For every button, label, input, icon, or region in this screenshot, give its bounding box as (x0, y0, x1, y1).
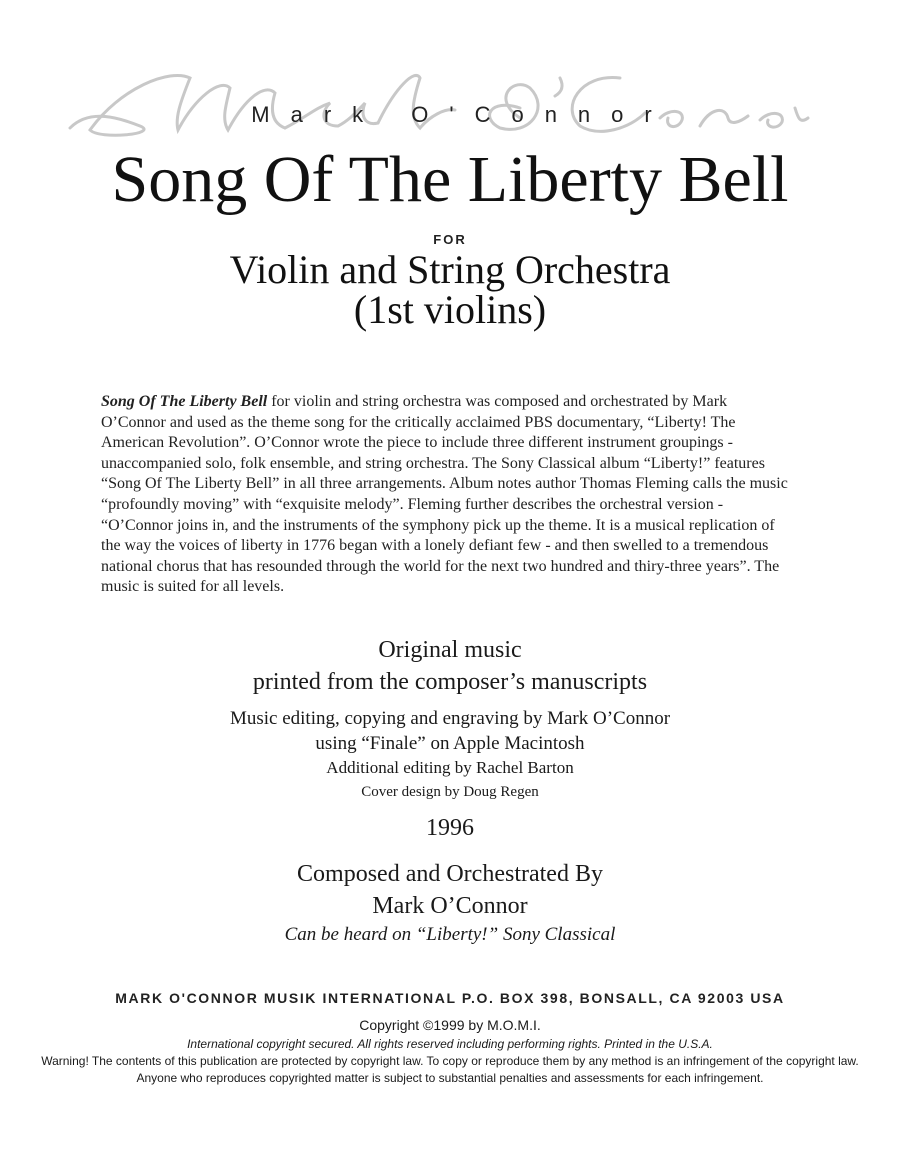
signature-watermark (60, 48, 820, 148)
description-body: for violin and string orchestra was composed and orchestrated by Mark O’Connor and used as the theme song for the critically acclaimed PBS documentary, “Liberty! The American Revolution”. O’Connor wrote the piece to include three different instrument groupings - unaccompanied solo, folk ensemble, and string orchestra. The Sony Classical album “Liberty!” features “Song Of The Liberty Bell” in all three arrangements. Album notes author Thomas Fleming calls the music “profoundly moving” with “exquisite melody”. Fleming further describes the orchestral version - “O’Connor joins in, and the instruments of the symphony pick up the theme. It is a musical replication of the way the voices of liberty in 1776 began with a lonely defiant few - and then swelled to a tremendous national chorus that has resounded through the world for the next two hundred and thiry-three years”. The music is suited for all levels. (101, 393, 788, 596)
editing-credit: Music editing, copying and engraving by Mark O’Connor (229, 708, 671, 729)
composed-by-label: Composed and Orchestrated By (297, 861, 603, 887)
software-credit: using “Finale” on Apple Macintosh (315, 733, 585, 754)
page-title: Song Of The Liberty Bell (111, 143, 789, 216)
cover-design-credit: Cover design by Doug Regen (361, 784, 539, 800)
description-lead: Song Of The Liberty Bell (101, 393, 268, 410)
subtitle-line-2: (1st violins) (353, 287, 547, 332)
additional-editing-credit: Additional editing by Rachel Barton (326, 758, 574, 777)
composer-brand: Mark O'Connor (251, 102, 673, 127)
legal-notice (40, 1036, 860, 1087)
year: 1996 (426, 815, 474, 841)
instrumentation-subtitle (0, 247, 900, 332)
manuscripts-line: printed from the composer’s manuscripts (252, 669, 648, 695)
original-music-line: Original music (378, 637, 522, 663)
rights-statement: International copyright secured. All rights reserved including performing rights. Printed in the U.S.A. (187, 1037, 713, 1051)
copyright-warning: Warning! The contents of this publication are protected by copyright law. To copy or reproduce them by any method is an infringement of the copyright law. Anyone who reproduces copyrighted matter is subject to substantial penalties and assessments for each infringement. (41, 1054, 859, 1085)
credits-block (0, 634, 900, 948)
for-label: FOR (433, 232, 467, 247)
copyright-line: Copyright ©1999 by M.O.M.I. (359, 1017, 541, 1033)
publisher-address: MARK O'CONNOR MUSIK INTERNATIONAL P.O. BOX 398, BONSALL, CA 92003 USA (115, 990, 785, 1006)
subtitle-line-1: Violin and String Orchestra (229, 247, 671, 292)
recording-note: Can be heard on “Liberty!” Sony Classical (284, 924, 616, 945)
description-paragraph (101, 392, 791, 598)
composer-name: Mark O’Connor (372, 893, 528, 919)
